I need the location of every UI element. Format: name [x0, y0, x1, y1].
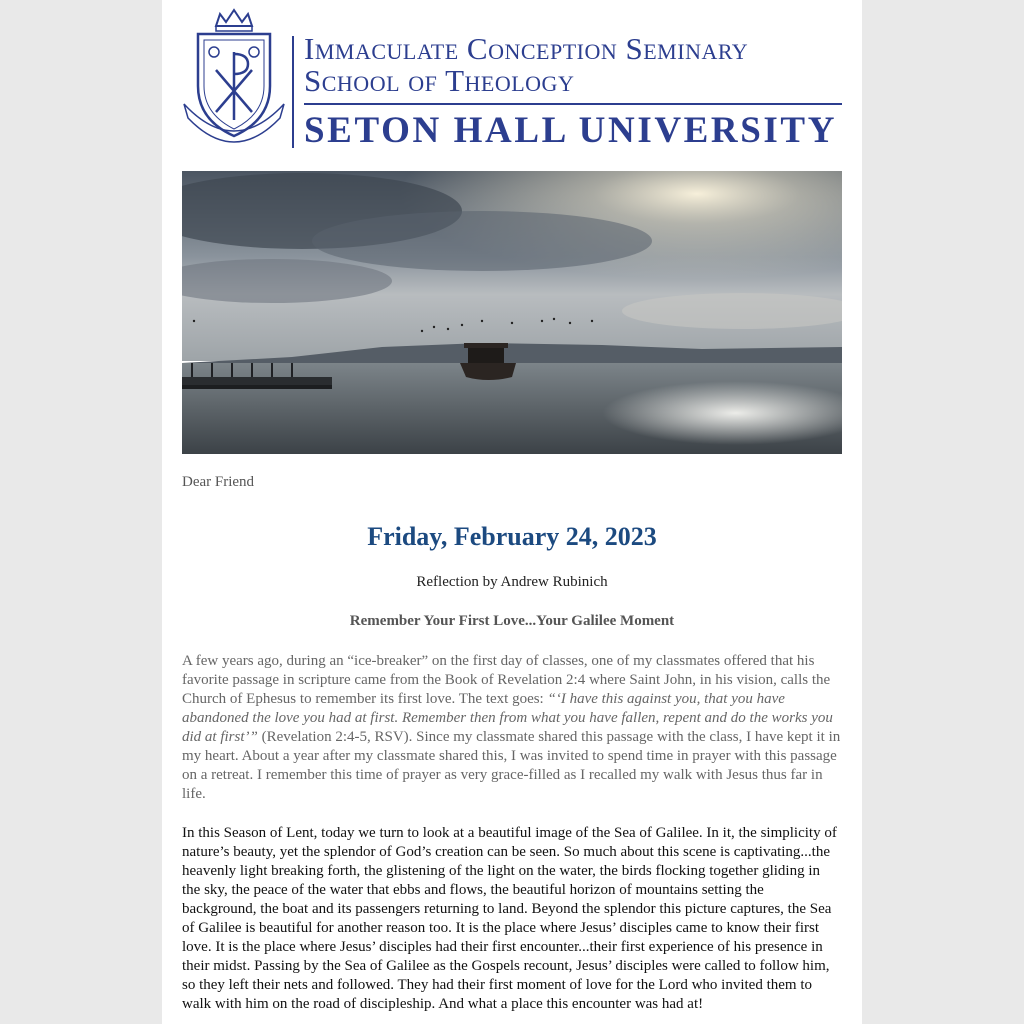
header-horizontal-rule: [304, 103, 842, 105]
reflection-title: Remember Your First Love...Your Galilee Moment: [349, 613, 675, 629]
reflection-date: Friday, February 24, 2023: [367, 522, 657, 551]
reflection-byline: Reflection by Andrew Rubinich: [416, 574, 608, 590]
university-name: SETON HALL UNIVERSITY: [304, 110, 838, 151]
reflection-paragraph-2: In this Season of Lent, today we turn to look at a beautiful image of the Sea of Galilee. In it, the simplicity of nature’s beauty, yet the splendor of God’s creation can be seen. So much about this scene is captivating...the heavenly light breaking forth, the glistening of the light on the water, the birds flocking together gliding in the sky, the peace of the water that ebbs and flows, the beautiful horizon of mountains setting the background, the boat and its passengers returning to land. Beyond the splendor this picture captures, the Sea of Galilee is beautiful for another reason too. It is the place where Jesus’ disciples came to know their first love. It is the place where Jesus’ disciples had their first encounter...their first experience of his presence in their midst. Passing by the Sea of Galilee as the Gospels recount, Jesus’ disciples were called to follow him, so they left their nets and followed. They had their first moment of love for the Lord who invited them to walk with him on the road of discipleship. And what a place this encounter was had at!: [182, 825, 837, 1012]
seminary-name-line2: School of Theology: [304, 63, 575, 98]
paragraph-1-text-cont: (Revelation 2:4-5, RSV). Since my classmate shared this passage with the class, I have kept it in my heart. About a year after my classmate shared this, I was invited to spend time in prayer with this passage on a retreat. I remember this time of prayer as very grace-filled as I recalled my walk with Jesus thus far in life.: [182, 729, 841, 802]
scripture-quote: “‘I have this against you, that you have abandoned the love you had at first. Remember then from what you have fallen, repent and do the works you did at first’”: [182, 691, 833, 745]
seminary-header: [182, 8, 842, 150]
seminary-crest-logo: [182, 8, 286, 150]
greeting: Dear Friend: [182, 474, 255, 490]
email-body: [162, 0, 862, 1024]
reflection-paragraph-1: [182, 652, 842, 804]
paragraph-1-text: A few years ago, during an “ice-breaker” on the first day of classes, one of my classmates offered that his favorite passage in scripture came from the Book of Revelation 2:4 where Saint John, in his vision, calls the Church of Ephesus to remember its first love. The text goes:: [182, 653, 831, 707]
header-vertical-rule: [292, 36, 294, 148]
sea-of-galilee-photo: [182, 171, 842, 454]
seminary-name-line1: Immaculate Conception Seminary: [304, 31, 749, 66]
